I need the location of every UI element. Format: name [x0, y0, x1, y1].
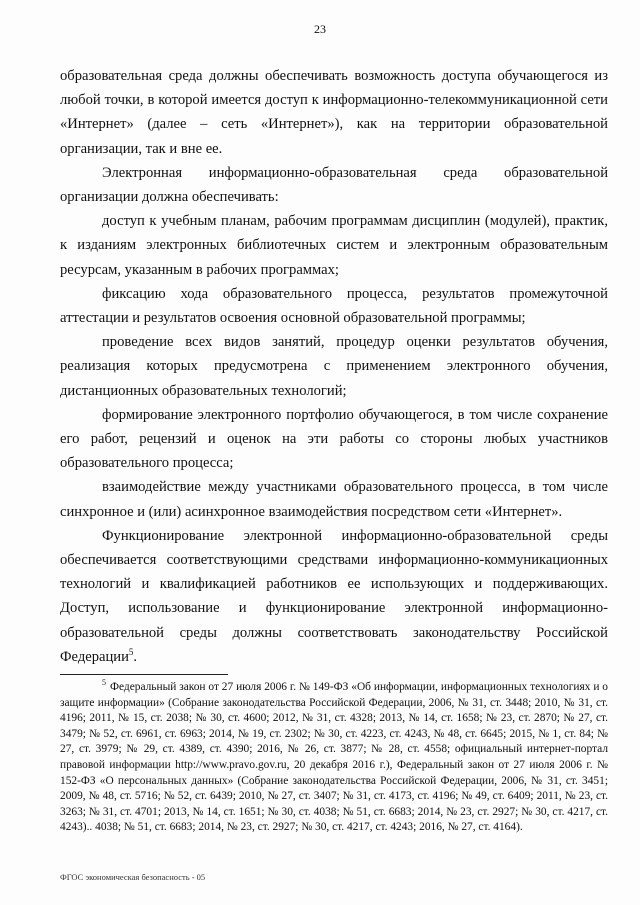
paragraph-8-text: Функционирование электронной информационно-образовательной среды обеспечивается соответствующими средствами информационно-коммуникационных технологий и квалификацией работников ее использующих и поддерживающих. Доступ, использование и функционирование электронной информационно-образовательной среды должны соответствовать законодательству Российской Федерации — [60, 527, 608, 665]
footnote-text: Федеральный закон от 27 июля 2006 г. № 149-ФЗ «Об информации, информационных технологиях и о защите информации» (Собрание законодательства Российской Федерации, 2006, № 31, ст. 3448; 2010, № 31, ст. 4196; 2011, № 15, ст. 2038; № 30, ст. 4600; 2012, № 31, ст. 4328; 2013, № 14, ст. 1658; № 23, ст. 2870; № 27, ст. 3479; № 52, ст. 6961, ст. 6963; 2014, № 19, ст. 2302; № 30, ст. 4223, ст. 4243, № 48, ст. 6645; 2015, № 1, ст. 84; № 27, ст. 3979; № 29, ст. 4389, ст. 4390; 2016, № 26, ст. 3877; № 28, ст. 4558; официальный интернет-портал правовой информации http://www.pravo.gov.ru, 20 декабря 2016 г.), Федеральный закон от 27 июля 2006 г. № 152-ФЗ «О персональных данных» (Собрание законодательства Российской Федерации, 2006, № 31, ст. 3451; 2009, № 48, ст. 5716; № 52, ст. 6439; 2010, № 27, ст. 3407; № 31, ст. 4173, ст. 4196; № 49, ст. 6409; 2011, № 23, ст. 3263; № 31, ст. 4701; 2013, № 14, ст. 1651; № 30, ст. 4038; № 51, ст. 6683; 2014, № 23, ст. 2927; № 30, ст. 4217, ст. 4243).. 4038; № 51, ст. 6683; 2014, № 23, ст. 2927; № 30, ст. 4217, ст. 4243; 2016, № 27, ст. 4164). — [60, 681, 608, 834]
paragraph-4: фиксацию хода образовательного процесса, результатов промежуточной аттестации и результатов освоения основной образовательной программы; — [60, 285, 608, 327]
paragraph-8: Функционирование электронной информационно-образовательной среды обеспечивается соответствующими средствами информационно-коммуникационных технологий и квалификацией работников ее использующих и поддерживающих. Доступ, использование и функционирование электронной информационно-образовательной среды должны соответствовать законодательству Российской Федерации$^5$. — [60, 527, 608, 665]
footnote-marker: 5 — [102, 678, 106, 688]
footnote-reference[interactable]: 5 — [128, 647, 134, 658]
footnote-divider — [60, 674, 228, 675]
document-footer: ФГОС экономическая безопасность - 05 — [60, 872, 206, 882]
paragraph-1: образовательная среда должны обеспечивать возможность доступа обучающегося из любой точки, в которой имеется доступ к информационно-телекоммуникационной сети «Интернет» (далее – сеть «Интернет»), как на территории образовательной организации, так и вне ее. — [60, 68, 608, 157]
paragraph-3: доступ к учебным планам, рабочим программам дисциплин (модулей), практик, к изданиям электронных библиотечных систем и электронным образовательным ресурсам, указанным в рабочих программах; — [60, 213, 608, 278]
paragraph-2: Электронная информационно-образовательная среда образовательной организации должна обеспечивать: — [60, 164, 608, 206]
main-text — [60, 64, 608, 669]
paragraph-6: формирование электронного портфолио обучающегося, в том числе сохранение его работ, рецензий и оценок на эти работы со стороны любых участников образовательного процесса; — [60, 406, 608, 472]
footnote — [60, 680, 608, 836]
paragraph-5: проведение всех видов занятий, процедур оценки результатов обучения, реализация которых предусмотрена с применением электронного обучения, дистанционных образовательных технологий; — [60, 334, 608, 399]
paragraph-7: взаимодействие между участниками образовательного процесса, в том числе синхронное и (или) асинхронное взаимодействия посредством сети «Интернет». — [60, 479, 608, 520]
page-number: 23 — [314, 22, 326, 36]
